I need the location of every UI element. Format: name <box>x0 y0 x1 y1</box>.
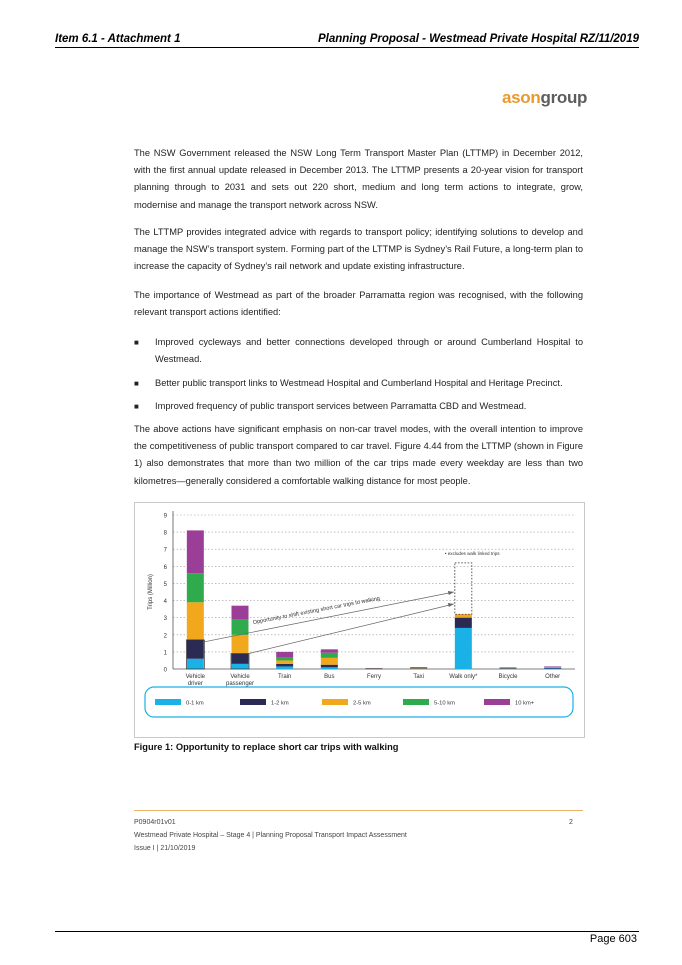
bar-segment <box>187 640 204 659</box>
bullet-icon: ■ <box>134 338 139 347</box>
arrow-label: Opportunity to shift existing short car trips to walking <box>252 595 381 627</box>
footer-title: Westmead Private Hospital – Stage 4 | Planning Proposal Transport Impact Assessment <box>134 832 407 839</box>
paragraph-1: The NSW Government released the NSW Long Term Transport Master Plan (LTTMP) in December 2012, with the first annual update released in December 2013. The LTTMP presents a 20-year vision for transport planning through to 2031 and sets out 220 short, medium and long term actions to integrate, grow, modernise and manage the transport network across NSW. <box>134 148 583 210</box>
x-tick-label: Vehicle <box>230 674 250 680</box>
legend-label: 10 km+ <box>515 700 535 707</box>
x-tick-label: passenger <box>225 681 255 687</box>
excluded-trips-box <box>455 563 472 614</box>
bar-segment <box>187 530 204 573</box>
figure-caption: Figure 1: Opportunity to replace short car trips with walking <box>134 742 399 752</box>
bar-segment <box>232 654 249 664</box>
bar-segment <box>410 667 427 668</box>
bar-segment <box>276 664 293 667</box>
bar-segment <box>232 619 249 634</box>
ason-group-logo: asongroup <box>502 88 588 107</box>
paragraph-4: The above actions have significant emphasis on non-car travel modes, with the overall intention to improve the competitiveness of public transport compared to car travel. Figure 4.44 from the LTTMP (shown in Figure 1) also demonstrates that more than two million of the car trips made every weekday are less than two kilometres—generally considered a comfortable walking distance for most people. <box>134 424 583 486</box>
bar-segment <box>321 653 338 658</box>
bar-segment <box>500 668 517 669</box>
header-left: Item 6.1 - Attachment 1 <box>55 33 181 45</box>
bar-segment <box>276 666 293 669</box>
paragraph-3: The importance of Westmead as part of the broader Parramatta region was recognised, with the following relevant transport actions identified: <box>134 290 583 318</box>
legend-swatch <box>155 699 181 705</box>
x-tick-label: Bicycle <box>498 674 518 680</box>
legend-swatch <box>322 699 348 705</box>
legend-swatch <box>403 699 429 705</box>
y-axis-label: Trips (Million) <box>148 574 154 610</box>
footer-issue: Issue I | 21/10/2019 <box>134 845 196 852</box>
y-tick-label: 0 <box>163 667 167 674</box>
footer-divider <box>134 810 583 811</box>
bar-segment <box>500 669 517 670</box>
legend-label: 5-10 km <box>434 700 455 707</box>
x-tick-label: driver <box>187 681 203 687</box>
bullet-icon: ■ <box>134 379 139 388</box>
page-label: Page 603 <box>589 933 637 945</box>
y-tick-label: 7 <box>163 547 167 554</box>
legend-label: 1-2 km <box>271 700 289 707</box>
bar-segment <box>500 667 517 668</box>
y-tick-label: 4 <box>163 599 167 606</box>
bar-segment <box>276 660 293 663</box>
bar-segment <box>544 668 561 669</box>
y-tick-label: 5 <box>163 581 167 588</box>
trips-chart-svg <box>135 503 584 737</box>
bar-segment <box>232 635 249 654</box>
bar-segment <box>321 658 338 665</box>
arrow-head <box>448 603 454 607</box>
footer-doc-id: P0904r01v01 <box>134 819 176 826</box>
header-right: Planning Proposal - Westmead Private Hospital RZ/11/2019 <box>317 33 639 45</box>
bar-segment <box>321 667 338 669</box>
arrow-head <box>448 591 454 595</box>
x-tick-label: Other <box>545 674 561 680</box>
y-tick-label: 9 <box>163 513 167 520</box>
bar-segment <box>187 602 204 640</box>
x-tick-label: Taxi <box>413 674 425 680</box>
bar-segment <box>544 666 561 667</box>
excludes-note: • excludes walk linked trips <box>444 550 500 556</box>
trips-chart <box>134 502 585 738</box>
page-header <box>55 33 639 48</box>
x-tick-label: Train <box>277 674 292 680</box>
y-tick-label: 2 <box>163 633 167 640</box>
bullet-icon: ■ <box>134 402 139 411</box>
y-tick-label: 6 <box>163 564 167 571</box>
bar-segment <box>455 614 472 617</box>
bar-segment <box>232 664 249 669</box>
bar-segment <box>187 659 204 669</box>
y-tick-label: 1 <box>163 650 167 657</box>
bar-segment <box>410 668 427 669</box>
bar-segment <box>276 652 293 657</box>
bar-segment <box>321 665 338 668</box>
bar-segment <box>366 668 383 669</box>
paragraph-2: The LTTMP provides integrated advice with regards to transport policy; identifying solutions to develop and manage the NSW’s transport system. Forming part of the LTTMP is Sydney’s Rail Future, a long-term plan to increase the capacity of Sydney’s rail network and update existing infrastructure. <box>134 227 583 272</box>
bar-segment <box>232 606 249 620</box>
footer-page-number: 2 <box>569 819 573 826</box>
arrow-line <box>249 604 454 654</box>
legend-label: 0-1 km <box>186 700 204 707</box>
y-tick-label: 8 <box>163 530 167 537</box>
bottom-divider <box>55 931 639 932</box>
x-tick-label: Ferry <box>367 674 381 680</box>
bar-segment <box>544 668 561 669</box>
bar-segment <box>455 618 472 628</box>
bar-segment <box>187 573 204 602</box>
legend-swatch <box>240 699 266 705</box>
bar-segment <box>321 649 338 652</box>
bar-segment <box>455 628 472 669</box>
x-tick-label: Vehicle <box>185 674 206 680</box>
x-tick-label: Bus <box>324 674 335 680</box>
legend-swatch <box>484 699 510 705</box>
bar-segment <box>276 657 293 660</box>
x-tick-label: Walk only* <box>449 674 478 680</box>
y-tick-label: 3 <box>163 616 167 623</box>
legend-label: 2-5 km <box>353 700 371 707</box>
